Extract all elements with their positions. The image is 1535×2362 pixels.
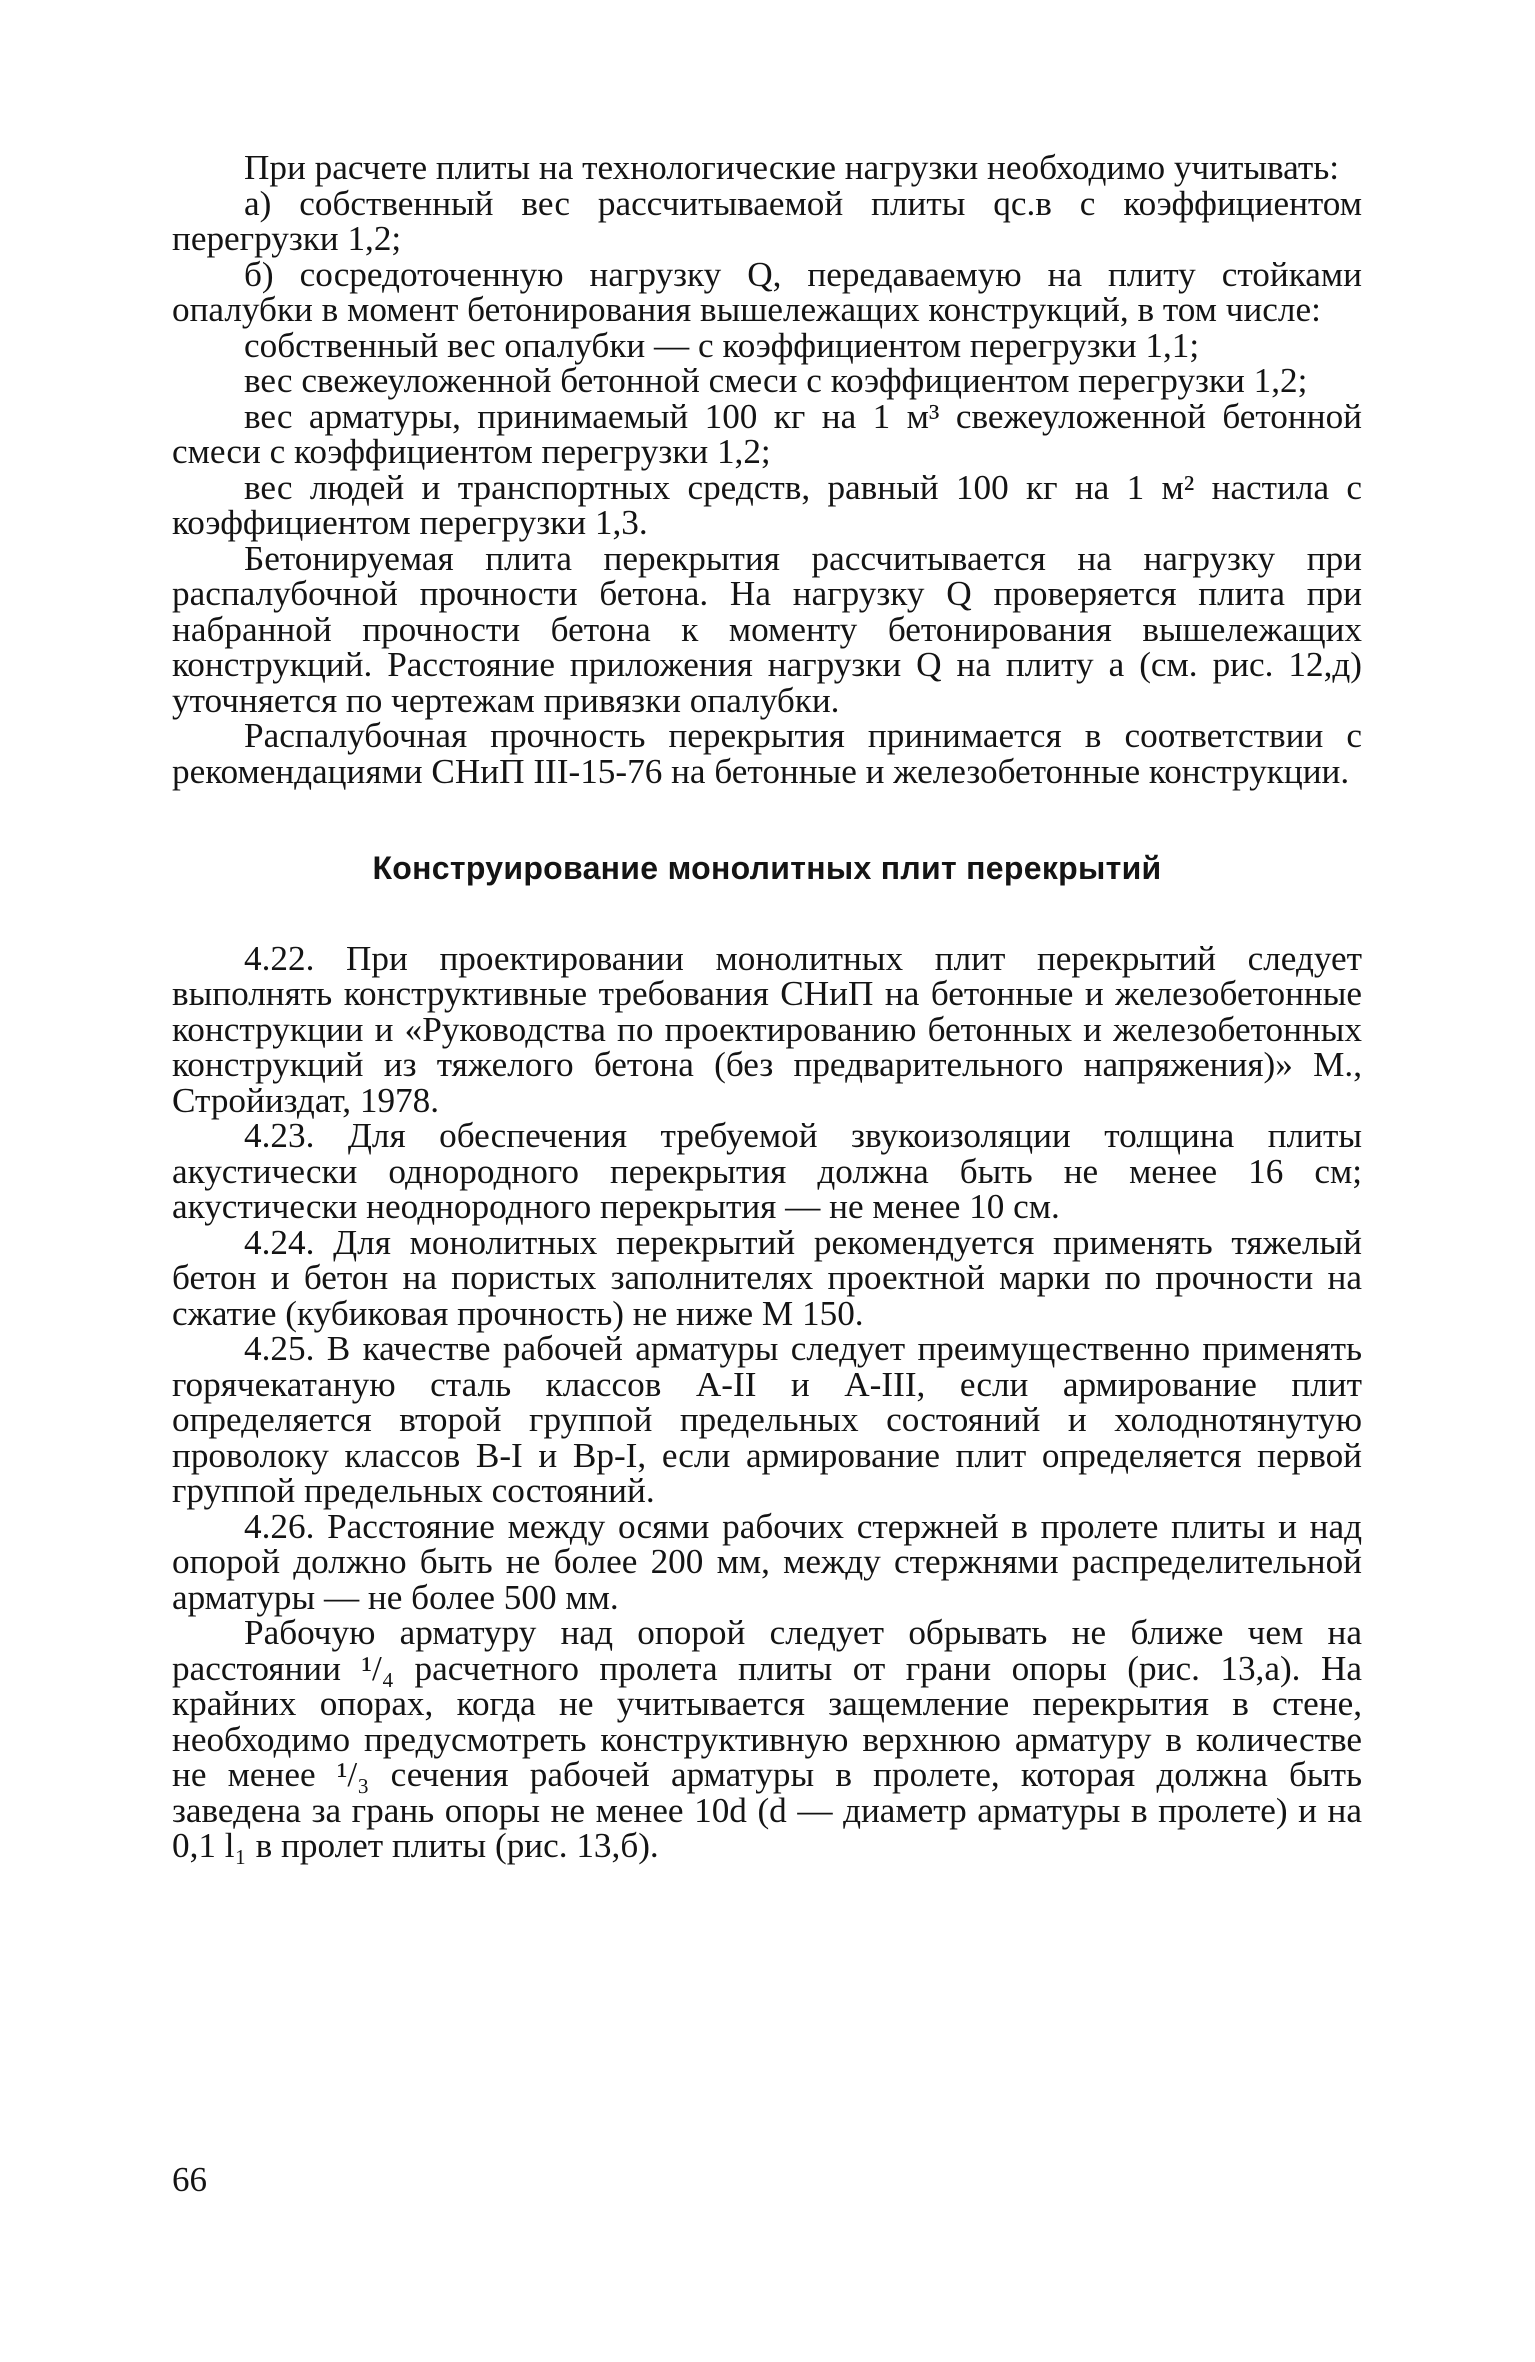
paragraph-concrete-slab: Бетонируемая плита перекрытия рассчитывается на нагрузку при распалубочной прочности бетона. На нагрузку Q проверяется плита при набранной прочности бетона к моменту бетонирования вышележащих конструкций. Расстояние приложения нагрузки Q на плиту a (см. рис. 12,д) уточняется по чертежам привязки опалубки. [172,538,1362,720]
sub-item-reinforcement-weight: вес арматуры, принимаемый 100 кг на 1 м³ свежеуложенной бетонной смеси с коэффициентом перегрузки 1,2; [172,396,1362,471]
paragraph-4-25: 4.25. В качестве рабочей арматуры следует преимущественно применять горячекатаную сталь классов А-II и А-III, если армирование плит определяется второй группой предельных состояний и холоднотянутую проволоку классов В-I и Вр-I, если армирование плит определяется первой группой предельных состояний. [172,1329,1362,1510]
list-item-b: б) сосредоточенную нагрузку Q, передаваемую на плиту стойками опалубки в момент бетонирования вышележащих конструкций, в том числе: [172,254,1362,329]
paragraph-4-22: 4.22. При проектировании монолитных плит перекрытий следует выполнять конструктивные требования СНиП на бетонные и железобетонные конструкции и «Руководства по проектированию бетонных и железобетонных конструкций из тяжелого бетона (без предварительного напряжения)» М., Стройиздат, 1978. [172,938,1362,1120]
sub-item-formwork-weight: собственный вес опалубки — с коэффициентом перегрузки 1,1; [244,325,1200,365]
paragraph-4-24: 4.24. Для монолитных перекрытий рекомендуется применять тяжелый бетон и бетон на пористых заполнителях проектной марки по прочности на сжатие (кубиковая прочность) не ниже М 150. [172,1222,1362,1333]
paragraph-intro: При расчете плиты на технологические нагрузки необходимо учитывать: [244,148,1340,187]
paragraph-4-26: 4.26. Расстояние между осями рабочих стержней в пролете плиты и над опорой должно быть не более 200 мм, между стержнями распределительной арматуры — не более 500 мм. [172,1506,1362,1617]
sub-item-people-weight: вес людей и транспортных средств, равный 100 кг на 1 м² настила с коэффициентом перегрузки 1,3. [172,467,1362,542]
section-title: Конструирование монолитных плит перекрытий [372,850,1162,886]
page-content [172,150,1362,1864]
sub-item-concrete-weight: вес свежеуложенной бетонной смеси с коэффициентом перегрузки 1,2; [244,361,1308,400]
list-item-a: а) собственный вес рассчитываемой плиты qс.в с коэффициентом перегрузки 1,2; [172,183,1362,258]
paragraph-support-reinforcement: Рабочую арматуру над опорой следует обрывать не ближе чем на расстоянии ¹/₄ расчетного пролета плиты от грани опоры (рис. 13,а). На крайних опорах, когда не учитывается защемление перекрытия в стене, необходимо предусмотреть конструктивную верхнюю арматуру в количестве не менее ¹/₃ сечения рабочей арматуры в пролете, которая должна быть заведена за грань опоры не менее 10d (d — диаметр арматуры в пролете) и на 0,1 l₁ в пролет плиты (рис. 13,б). [172,1613,1362,1865]
paragraph-stripping-strength: Распалубочная прочность перекрытия принимается в соответствии с рекомендациями СНиП III-15-76 на бетонные и железобетонные конструкции. [172,716,1362,791]
page-number: 66 [172,2160,207,2199]
paragraph-4-23: 4.23. Для обеспечения требуемой звукоизоляции толщина плиты акустически однородного перекрытия должна быть не менее 16 см; акустически неоднородного перекрытия — не менее 10 см. [172,1116,1362,1226]
